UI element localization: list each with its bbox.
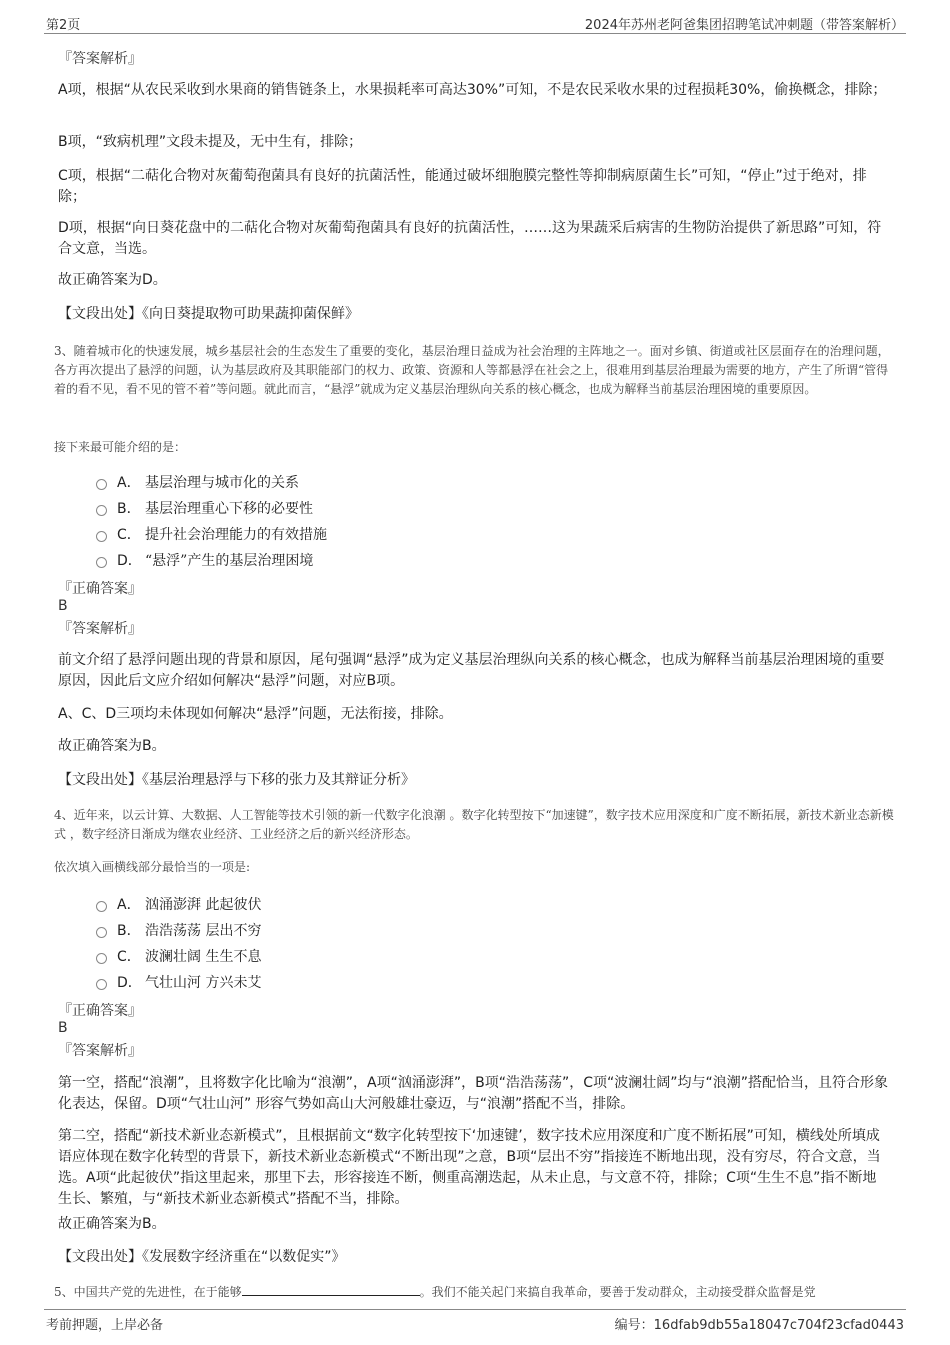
analysis-paragraph: A、C、D三项均未体现如何解决“悬浮”问题，无法衔接，排除。 (58, 706, 453, 722)
question-prompt: 依次填入画横线部分最恰当的一项是: (54, 860, 251, 874)
radio-icon[interactable] (96, 479, 107, 490)
analysis-paragraph: 第二空，搭配“新技术新业态新模式”，且根据前文“数字化转型按下‘加速键’，数字技术应用深度和广度不断拓展”可知，横线处所填成语应体现在数字化转型的背景下，新技术新业态新模式“不断出现”之意，B项“层出不穷”指接连不断地出现，没有穷尽，符合文意，当选。A项“此起彼伏”指这里起来，那里下去，形容接连不断，侧重高潮迭起，从未止息，与文意不符，排除；C项“生生不息”指不断地生长、繁殖，与“新技术新业态新模式”搭配不当，排除。 (58, 1128, 881, 1207)
header-divider (44, 33, 906, 34)
option-c[interactable]: C． 波澜壮阔 生生不息 (96, 946, 261, 966)
correct-answer-label: 『正确答案』 (58, 1003, 142, 1019)
page-number: 第2页 (46, 18, 81, 33)
question-stem: 4、近年来，以云计算、大数据、人工智能等技术引领的新一代数字化浪潮 。数字化转型按下“加速键”，数字技术应用深度和广度不断拓展，新技术新业态新模式 ，数字经济日渐成为继农业经济、工业经济之后的新兴经济形态。 (54, 808, 894, 841)
analysis-label: 『答案解析』 (58, 1043, 142, 1059)
footer-divider (44, 1309, 906, 1310)
question-stem: 3、随着城市化的快速发展，城乡基层社会的生态发生了重要的变化，基层治理日益成为社会治理的主阵地之一。面对乡镇、街道或社区层面存在的治理问题，各方再次提出了悬浮的问题，认为基层政府及其职能部门的权力、政策、资源和人等都悬浮在社会之上，很难用到基层治理最为需要的地方，产生了所谓“管得着的看不见，看不见的管不着”等问题。就此而言，“悬浮”就成为定义基层治理纵向关系的核心概念，也成为解释当前基层治理困境的重要原因。 (54, 344, 890, 396)
option-d[interactable]: D． 气壮山河 方兴未艾 (96, 972, 261, 992)
conclusion: 故正确答案为D。 (58, 272, 167, 288)
question-stem: 5、中国共产党的先进性，在于能够 。我们不能关起门来搞自我革命，要善于发动群众，主动接受群众监督是党 (54, 1285, 816, 1299)
radio-icon[interactable] (96, 927, 107, 938)
analysis-paragraph: C项，根据“二萜化合物对灰葡萄孢菌具有良好的抗菌活性，能通过破坏细胞膜完整性等抑制病原菌生长”可知，“停止”过于绝对，排除； (58, 168, 867, 205)
radio-icon[interactable] (96, 557, 107, 568)
option-c[interactable]: C． 提升社会治理能力的有效措施 (96, 524, 327, 544)
analysis-label: 『答案解析』 (58, 621, 142, 637)
radio-icon[interactable] (96, 979, 107, 990)
correct-answer-label: 『正确答案』 (58, 581, 142, 597)
option-a[interactable]: A． 汹涌澎湃 此起彼伏 (96, 894, 261, 914)
radio-icon[interactable] (96, 505, 107, 516)
document-code: 编号：16dfab9db55a18047c704f23cfad0443 (614, 1318, 904, 1333)
analysis-paragraph: 前文介绍了悬浮问题出现的背景和原因，尾句强调“悬浮”成为定义基层治理纵向关系的核心概念，也成为解释当前基层治理困境的重要原因，因此后文应介绍如何解决“悬浮”问题，对应B项。 (58, 652, 885, 689)
footer-slogan: 考前押题，上岸必备 (46, 1318, 164, 1333)
analysis-paragraph: 第一空，搭配“浪潮”，且将数字化比喻为“浪潮”，A项“汹涌澎湃”，B项“浩浩荡荡”，C项“波澜壮阔”均与“浪潮”搭配恰当，且符合形象化表达，保留。D项“气壮山河” 形容气势如高山大河般雄壮豪迈，与“浪潮”搭配不当，排除。 (58, 1075, 888, 1112)
radio-icon[interactable] (96, 901, 107, 912)
document-title: 2024年苏州老阿爸集团招聘笔试冲刺题（带答案解析） (584, 18, 904, 33)
option-a[interactable]: A． 基层治理与城市化的关系 (96, 472, 299, 492)
source-citation: 【文段出处】《基层治理悬浮与下移的张力及其辩证分析》 (58, 772, 415, 788)
source-citation: 【文段出处】《向日葵提取物可助果蔬抑菌保鲜》 (58, 306, 359, 322)
radio-icon[interactable] (96, 531, 107, 542)
source-citation: 【文段出处】《发展数字经济重在“以数促实”》 (58, 1249, 346, 1265)
conclusion: 故正确答案为B。 (58, 1216, 166, 1232)
correct-answer: B (58, 598, 68, 614)
correct-answer: B (58, 1020, 68, 1036)
radio-icon[interactable] (96, 953, 107, 964)
option-b[interactable]: B． 基层治理重心下移的必要性 (96, 498, 313, 518)
analysis-paragraph: A项，根据“从农民采收到水果商的销售链条上，水果损耗率可高达30%”可知，不是农民采收水果的过程损耗30%，偷换概念，排除； (58, 82, 887, 98)
fill-in-blank (242, 1283, 420, 1296)
analysis-paragraph: D项，根据“向日葵花盘中的二萜化合物对灰葡萄孢菌具有良好的抗菌活性，……这为果蔬采后病害的生物防治提供了新思路”可知，符合文意，当选。 (58, 220, 882, 257)
question-prompt: 接下来最可能介绍的是： (54, 440, 187, 454)
option-d[interactable]: D． “悬浮”产生的基层治理困境 (96, 550, 313, 570)
option-b[interactable]: B． 浩浩荡荡 层出不穷 (96, 920, 261, 940)
analysis-label: 『答案解析』 (58, 51, 142, 67)
analysis-paragraph: B项，“致病机理”文段未提及，无中生有，排除； (58, 134, 363, 150)
conclusion: 故正确答案为B。 (58, 738, 166, 754)
